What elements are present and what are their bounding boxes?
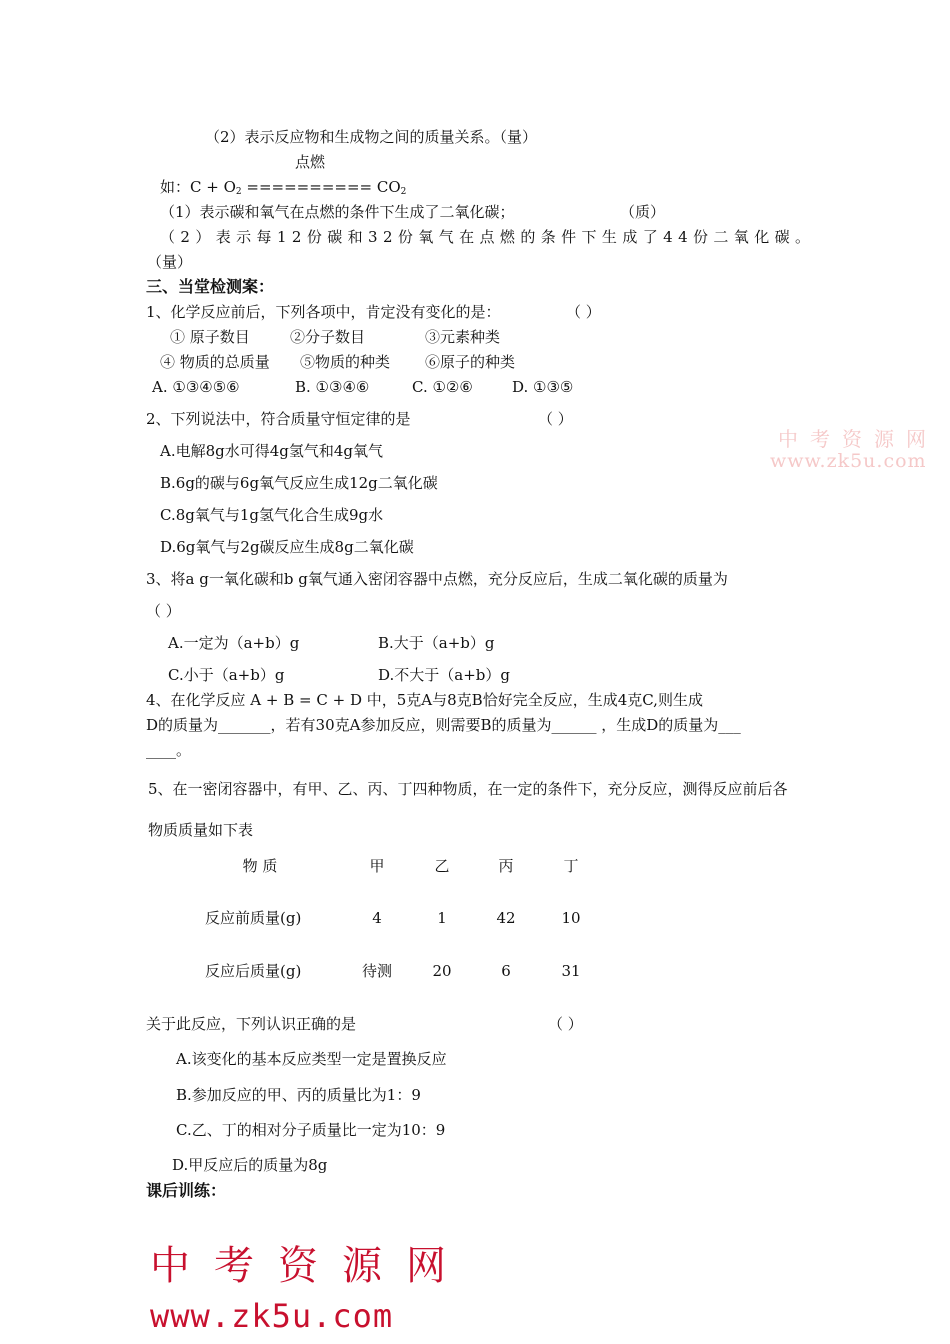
- q2-stem: 2、下列说法中，符合质量守恒定律的是: [146, 410, 411, 428]
- q1-option-c[interactable]: C. ①②⑥: [412, 378, 473, 396]
- q2-option-b[interactable]: B.6g的碳与6g氧气反应生成12g二氧化碳: [160, 474, 438, 492]
- q3-option-b[interactable]: B.大于（a+b）g: [378, 634, 495, 652]
- meaning-1-tag: （质）: [620, 203, 666, 221]
- q2-option-c[interactable]: C.8g氧气与1g氢气化合生成9g水: [160, 506, 384, 524]
- q2-option-d[interactable]: D.6g氧气与2g碳反应生成8g二氧化碳: [160, 538, 414, 556]
- footer-watermark: [150, 1242, 470, 1336]
- section-title: 三、当堂检测案：: [146, 277, 275, 296]
- footer-watermark-url: www.zk5u.com: [150, 1297, 394, 1335]
- o2-subscript: 2: [235, 187, 242, 197]
- q5-line-1: 5、在一密闭容器中，有甲、乙、丙、丁四种物质，在一定的条件下，充分反应，测得反应前后各: [148, 780, 788, 798]
- after-class-title: 课后训练：: [146, 1181, 227, 1200]
- q3-option-d[interactable]: D.不大于（a+b）g: [378, 666, 510, 684]
- q2-option-a[interactable]: A.电解8g水可得4g氢气和4g氧气: [160, 442, 384, 460]
- meaning-2-tag: （量）: [147, 253, 193, 271]
- q5-answer-bracket[interactable]: （ ）: [548, 1015, 583, 1033]
- table-cell: 20: [432, 962, 452, 980]
- side-watermark-cn: 中考资源网: [778, 427, 938, 451]
- q1-stem: 1、化学反应前后，下列各项中，肯定没有变化的是：: [146, 303, 501, 321]
- q1-item-1: ① 原子数目: [170, 328, 250, 346]
- example-prefix: 如：: [160, 178, 191, 196]
- equation-arrow: ========== CO: [241, 178, 401, 196]
- q4-line-1: 4、在化学反应 A + B = C + D 中，5克A与8克B恰好完全反应，生成4克C,则生成: [146, 691, 703, 709]
- table-header-yi: 乙: [434, 857, 450, 875]
- q1-option-b[interactable]: B. ①③④⑥: [295, 378, 370, 396]
- chemical-equation: [160, 177, 406, 202]
- q1-answer-bracket[interactable]: （ ）: [566, 303, 601, 321]
- q3-option-c[interactable]: C.小于（a+b）g: [168, 666, 285, 684]
- table-cell: 6: [501, 962, 511, 980]
- q3-stem: 3、将a g一氧化碳和b g氧气通入密闭容器中点燃，充分反应后，生成二氧化碳的质量为: [146, 570, 728, 588]
- reaction-condition: 点燃: [295, 153, 326, 171]
- meaning-2: （2）表示每12份碳和32份氧气在点燃的条件下生成了44份二氧化碳。: [160, 228, 816, 246]
- q3-option-a[interactable]: A.一定为（a+b）g: [168, 634, 300, 652]
- q2-answer-bracket[interactable]: （ ）: [538, 410, 573, 428]
- q5-option-a[interactable]: A.该变化的基本反应类型一定是置换反应: [176, 1050, 447, 1068]
- q5-option-d[interactable]: D.甲反应后的质量为8g: [172, 1156, 328, 1174]
- q1-item-6: ⑥原子的种类: [425, 353, 516, 371]
- side-watermark-url: www.zk5u.com: [770, 450, 927, 472]
- co2-subscript: 2: [400, 187, 407, 197]
- equation-left: C + O: [190, 178, 236, 196]
- q1-option-d[interactable]: D. ①③⑤: [512, 378, 574, 396]
- q5-option-b[interactable]: B.参加反应的甲、丙的质量比为1：9: [176, 1086, 421, 1104]
- q5-line-2: 物质质量如下表: [148, 821, 254, 839]
- q1-option-a[interactable]: A. ①③④⑤⑥: [152, 378, 240, 396]
- q1-item-3: ③元素种类: [425, 328, 501, 346]
- q1-item-4: ④ 物质的总质量: [160, 353, 270, 371]
- q1-item-5: ⑤物质的种类: [300, 353, 391, 371]
- table-header-ding: 丁: [563, 857, 579, 875]
- table-cell: 1: [437, 909, 447, 927]
- table-cell: 10: [561, 909, 581, 927]
- q4-line-2[interactable]: D的质量为_______，若有30克A参加反应，则需要B的质量为______ ，生成D的质量为___: [146, 716, 741, 734]
- q1-item-2: ②分子数目: [290, 328, 366, 346]
- table-header-jia: 甲: [369, 857, 385, 875]
- footer-watermark-cn: 中考资源网: [150, 1243, 470, 1289]
- table-cell: 待测: [361, 962, 392, 980]
- q5-option-c[interactable]: C.乙、丁的相对分子质量比一定为10：9: [176, 1121, 446, 1139]
- table-cell: 42: [496, 909, 516, 927]
- table-header-bing: 丙: [498, 857, 514, 875]
- side-watermark: [770, 428, 950, 472]
- table-row-after-label: 反应后质量(g): [205, 962, 302, 980]
- table-header-substance: 物 质: [242, 857, 278, 875]
- table-row-before-label: 反应前质量(g): [205, 909, 302, 927]
- intro-line-2: （2）表示反应物和生成物之间的质量关系。（量）: [205, 128, 538, 146]
- meaning-1: （1）表示碳和氧气在点燃的条件下生成了二氧化碳；: [160, 203, 515, 221]
- table-cell: 31: [561, 962, 581, 980]
- table-cell: 4: [372, 909, 382, 927]
- q4-line-3[interactable]: ____。: [146, 741, 192, 759]
- q5-stem: 关于此反应，下列认识正确的是: [146, 1015, 357, 1033]
- q3-answer-bracket[interactable]: （ ）: [146, 602, 181, 620]
